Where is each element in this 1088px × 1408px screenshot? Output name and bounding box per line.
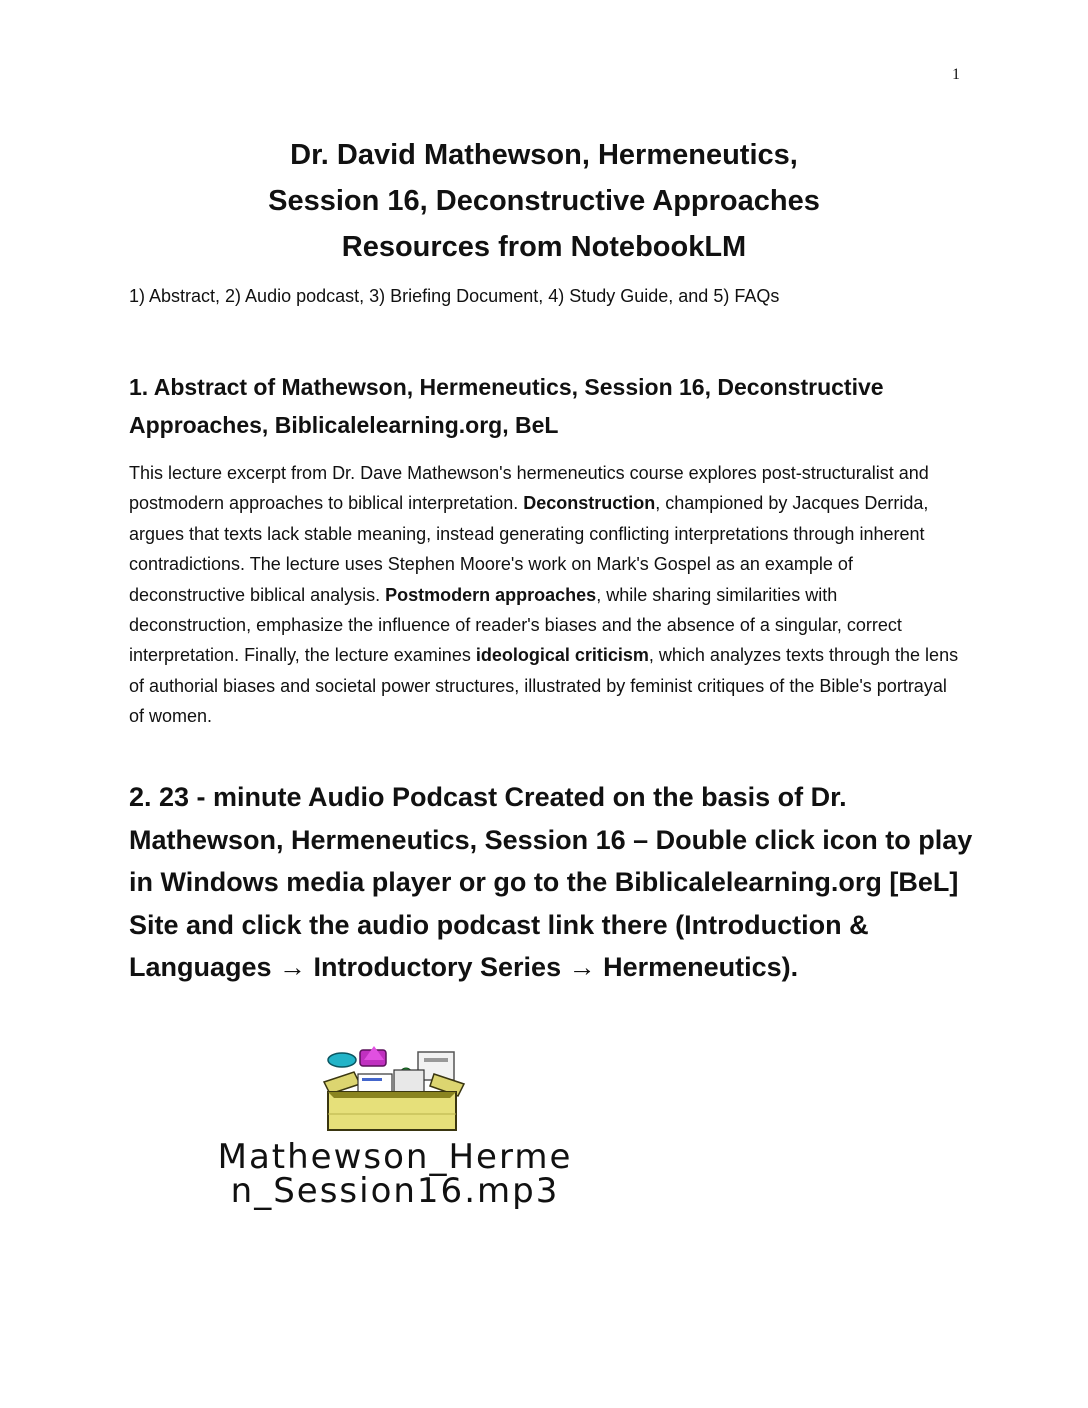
podcast-heading-text-2: Introductory Series (306, 952, 569, 982)
abstract-heading: 1. Abstract of Mathewson, Hermeneutics, Session 16, Deconstructive Approaches, Biblicalelearning.org, BeL (129, 374, 884, 438)
contents-list: 1) Abstract, 2) Audio podcast, 3) Briefing Document, 4) Study Guide, and 5) FAQs (129, 286, 780, 306)
abstract-text-2: , championed by Jacques Derrida, argues that texts lack stable meaning, instead generating conflicting interpretations through inherent contradictions. The lecture uses Stephen Moore's work on Mark's Gospel as an example of deconstructive biblical analysis. (129, 493, 929, 605)
arrow-right-icon: → (568, 952, 596, 982)
abstract-term-deconstruction: Deconstruction (523, 493, 656, 514)
audio-package-icon[interactable] (314, 1044, 474, 1134)
podcast-heading-text-1: 2. 23 - minute Audio Podcast Created on the basis of Dr. Mathewson, Hermeneutics, Session 16 – Double click icon to play in Windows media player or go to the Biblicalelearning.org [BeL] Site and click the audio podcast link there (Introduction & Languages (129, 782, 973, 982)
podcast-heading (129, 776, 979, 989)
abstract-term-postmodern: Postmodern approaches (385, 584, 597, 605)
arrow-right-icon: → (279, 952, 307, 982)
title-line-1: Dr. David Mathewson, Hermeneutics, (290, 139, 798, 171)
title-line-2: Session 16, Deconstructive Approaches (268, 185, 820, 217)
abstract-text-3: , while sharing similarities with deconstruction, emphasize the influence of reader's biases and the absence of a singular, correct interpretation. Finally, the lecture examines (129, 584, 902, 666)
document-title (0, 132, 1088, 270)
podcast-heading-text-3: Hermeneutics). (595, 952, 799, 982)
abstract-term-ideological: ideological criticism (475, 645, 649, 666)
page-number: 1 (952, 66, 960, 83)
title-line-3: Resources from NotebookLM (341, 231, 747, 263)
abstract-paragraph (129, 458, 961, 732)
audio-filename-line-1: Mathewson_Herme (217, 1137, 573, 1177)
abstract-text-4: , which analyzes texts through the lens of authorial biases and societal power structures, illustrated by feminist critiques of the Bible's portrayal of women. (129, 645, 959, 727)
audio-filename-line-2: n_Session16.mp3 (230, 1171, 560, 1211)
package-icon (314, 1044, 474, 1134)
abstract-text-1: This lecture excerpt from Dr. Dave Mathewson's hermeneutics course explores post-structuralist and postmodern approaches to biblical interpretation. (129, 463, 929, 514)
audio-file-link[interactable] (130, 1137, 660, 1211)
